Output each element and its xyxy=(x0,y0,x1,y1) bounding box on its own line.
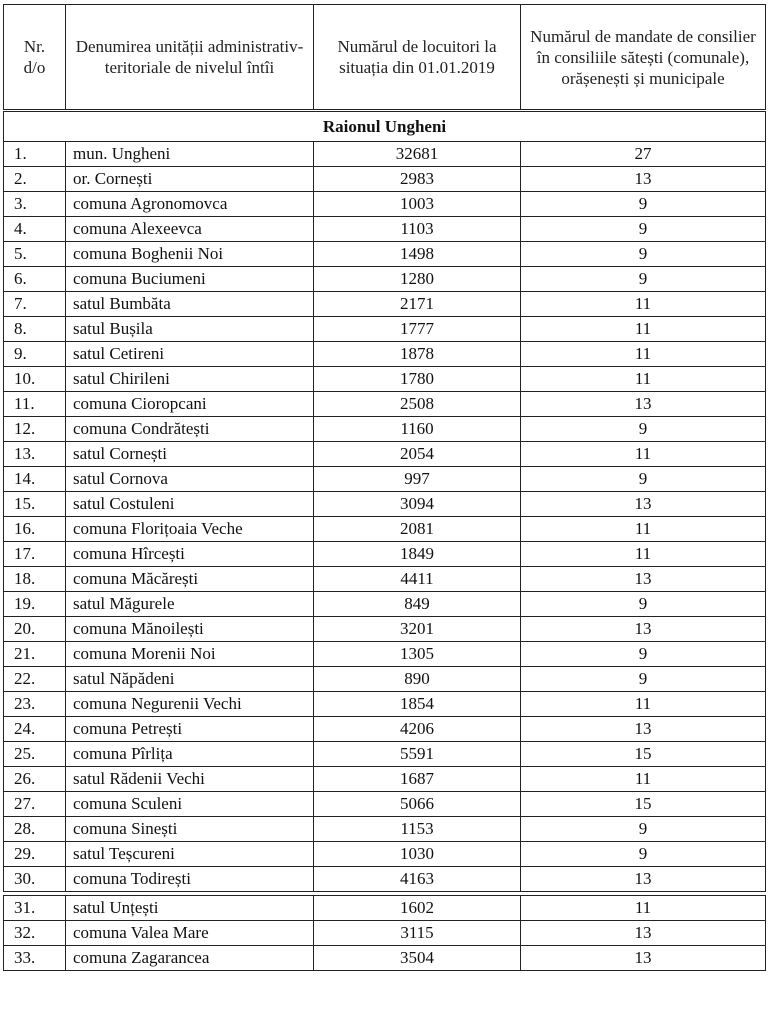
table-row xyxy=(4,517,766,542)
population-value: 1687 xyxy=(314,767,521,792)
table-row xyxy=(4,367,766,392)
unit-name: comuna Agronomovca xyxy=(66,192,314,217)
population-value: 32681 xyxy=(314,142,521,167)
table-row xyxy=(4,542,766,567)
unit-name: satul Teșcureni xyxy=(66,842,314,867)
table-row xyxy=(4,767,766,792)
row-number: 32. xyxy=(4,921,66,946)
mandates-value: 13 xyxy=(521,167,766,192)
table-row xyxy=(4,242,766,267)
region-title: Raionul Ungheni xyxy=(4,111,766,142)
population-value: 3094 xyxy=(314,492,521,517)
unit-name: satul Rădenii Vechi xyxy=(66,767,314,792)
table-row xyxy=(4,492,766,517)
mandates-value: 15 xyxy=(521,742,766,767)
mandates-value: 15 xyxy=(521,792,766,817)
unit-name: satul Costuleni xyxy=(66,492,314,517)
row-number: 26. xyxy=(4,767,66,792)
row-number: 33. xyxy=(4,946,66,971)
population-value: 1498 xyxy=(314,242,521,267)
mandates-value: 9 xyxy=(521,642,766,667)
unit-name: comuna Sculeni xyxy=(66,792,314,817)
unit-name: satul Bumbăta xyxy=(66,292,314,317)
population-value: 5591 xyxy=(314,742,521,767)
mandates-value: 13 xyxy=(521,392,766,417)
row-number: 27. xyxy=(4,792,66,817)
mandates-value: 9 xyxy=(521,242,766,267)
row-number: 13. xyxy=(4,442,66,467)
table-row xyxy=(4,442,766,467)
table-row xyxy=(4,142,766,167)
mandates-value: 9 xyxy=(521,817,766,842)
header-mandates-label: Numărul de mandate de consilier în consiliile sătești (comunale), orășenești și municipale xyxy=(530,26,756,88)
mandates-value: 13 xyxy=(521,921,766,946)
table-row xyxy=(4,267,766,292)
table-row xyxy=(4,792,766,817)
population-value: 2508 xyxy=(314,392,521,417)
mandates-value: 11 xyxy=(521,317,766,342)
mandates-value: 13 xyxy=(521,492,766,517)
region-row xyxy=(4,111,766,142)
row-number: 11. xyxy=(4,392,66,417)
row-number: 18. xyxy=(4,567,66,592)
row-number: 29. xyxy=(4,842,66,867)
mandates-value: 27 xyxy=(521,142,766,167)
table-row xyxy=(4,467,766,492)
row-number: 25. xyxy=(4,742,66,767)
row-number: 8. xyxy=(4,317,66,342)
header-population-label: Numărul de locuitori la situația din 01.01.2019 xyxy=(337,37,497,77)
mandates-value: 11 xyxy=(521,517,766,542)
mandates-value: 9 xyxy=(521,592,766,617)
table-row xyxy=(4,921,766,946)
unit-name: satul Cornova xyxy=(66,467,314,492)
header-mandates xyxy=(521,5,766,111)
unit-name: comuna Morenii Noi xyxy=(66,642,314,667)
unit-name: satul Bușila xyxy=(66,317,314,342)
row-number: 1. xyxy=(4,142,66,167)
table-row xyxy=(4,642,766,667)
header-name xyxy=(66,5,314,111)
population-value: 849 xyxy=(314,592,521,617)
population-value: 3504 xyxy=(314,946,521,971)
row-number: 15. xyxy=(4,492,66,517)
population-value: 2983 xyxy=(314,167,521,192)
row-number: 2. xyxy=(4,167,66,192)
table-row xyxy=(4,867,766,892)
unit-name: comuna Petrești xyxy=(66,717,314,742)
unit-name: comuna Florițoaia Veche xyxy=(66,517,314,542)
table-row xyxy=(4,842,766,867)
mandates-value: 9 xyxy=(521,667,766,692)
table-row xyxy=(4,217,766,242)
mandates-value: 11 xyxy=(521,367,766,392)
unit-name: comuna Negurenii Vechi xyxy=(66,692,314,717)
row-number: 9. xyxy=(4,342,66,367)
unit-name: or. Cornești xyxy=(66,167,314,192)
mandates-value: 9 xyxy=(521,192,766,217)
mandates-value: 11 xyxy=(521,542,766,567)
unit-name: comuna Boghenii Noi xyxy=(66,242,314,267)
unit-name: comuna Mănoilești xyxy=(66,617,314,642)
row-number: 22. xyxy=(4,667,66,692)
unit-name: comuna Măcărești xyxy=(66,567,314,592)
mandates-value: 9 xyxy=(521,267,766,292)
unit-name: comuna Hîrcești xyxy=(66,542,314,567)
row-number: 5. xyxy=(4,242,66,267)
row-number: 28. xyxy=(4,817,66,842)
table-row xyxy=(4,946,766,971)
table-row xyxy=(4,317,766,342)
population-value: 4206 xyxy=(314,717,521,742)
row-number: 4. xyxy=(4,217,66,242)
row-number: 31. xyxy=(4,896,66,921)
table-row xyxy=(4,817,766,842)
population-value: 2054 xyxy=(314,442,521,467)
row-number: 21. xyxy=(4,642,66,667)
header-row xyxy=(4,5,766,111)
row-number: 16. xyxy=(4,517,66,542)
population-value: 5066 xyxy=(314,792,521,817)
header-population xyxy=(314,5,521,111)
population-value: 4163 xyxy=(314,867,521,892)
population-value: 1280 xyxy=(314,267,521,292)
table-row xyxy=(4,192,766,217)
population-value: 3115 xyxy=(314,921,521,946)
header-nr-label: Nr. d/o xyxy=(23,37,46,77)
mandates-value: 9 xyxy=(521,417,766,442)
population-value: 1854 xyxy=(314,692,521,717)
unit-name: comuna Todirești xyxy=(66,867,314,892)
table-row xyxy=(4,667,766,692)
unit-name: comuna Alexeevca xyxy=(66,217,314,242)
row-number: 7. xyxy=(4,292,66,317)
unit-name: comuna Pîrlița xyxy=(66,742,314,767)
population-value: 1003 xyxy=(314,192,521,217)
row-number: 24. xyxy=(4,717,66,742)
population-value: 1777 xyxy=(314,317,521,342)
population-value: 1780 xyxy=(314,367,521,392)
mandates-value: 11 xyxy=(521,292,766,317)
row-number: 30. xyxy=(4,867,66,892)
header-name-label: Denumirea unității administrativ-teritoriale de nivelul întîi xyxy=(75,37,304,77)
header-nr xyxy=(4,5,66,111)
mandates-value: 11 xyxy=(521,442,766,467)
mandates-value: 11 xyxy=(521,767,766,792)
table-row xyxy=(4,567,766,592)
table-row xyxy=(4,417,766,442)
table-row xyxy=(4,742,766,767)
row-number: 20. xyxy=(4,617,66,642)
unit-name: comuna Valea Mare xyxy=(66,921,314,946)
mandates-value: 11 xyxy=(521,692,766,717)
table-row xyxy=(4,392,766,417)
unit-name: mun. Ungheni xyxy=(66,142,314,167)
population-value: 2081 xyxy=(314,517,521,542)
unit-name: comuna Cioropcani xyxy=(66,392,314,417)
population-value: 1160 xyxy=(314,417,521,442)
table-row xyxy=(4,167,766,192)
population-value: 1305 xyxy=(314,642,521,667)
population-value: 4411 xyxy=(314,567,521,592)
population-value: 1878 xyxy=(314,342,521,367)
table-row xyxy=(4,617,766,642)
population-value: 2171 xyxy=(314,292,521,317)
mandates-value: 11 xyxy=(521,342,766,367)
mandates-value: 13 xyxy=(521,617,766,642)
population-value: 997 xyxy=(314,467,521,492)
mandates-table xyxy=(3,4,766,971)
table-row xyxy=(4,717,766,742)
unit-name: satul Cetireni xyxy=(66,342,314,367)
row-number: 23. xyxy=(4,692,66,717)
mandates-value: 9 xyxy=(521,842,766,867)
table-row xyxy=(4,692,766,717)
unit-name: satul Unțești xyxy=(66,896,314,921)
unit-name: comuna Sinești xyxy=(66,817,314,842)
row-number: 12. xyxy=(4,417,66,442)
unit-name: satul Măgurele xyxy=(66,592,314,617)
table-row xyxy=(4,342,766,367)
mandates-value: 11 xyxy=(521,896,766,921)
table-row xyxy=(4,896,766,921)
population-value: 1030 xyxy=(314,842,521,867)
unit-name: satul Năpădeni xyxy=(66,667,314,692)
unit-name: comuna Condrătești xyxy=(66,417,314,442)
population-value: 1153 xyxy=(314,817,521,842)
mandates-value: 13 xyxy=(521,567,766,592)
mandates-value: 13 xyxy=(521,867,766,892)
mandates-value: 13 xyxy=(521,717,766,742)
table-row xyxy=(4,292,766,317)
unit-name: comuna Buciumeni xyxy=(66,267,314,292)
row-number: 19. xyxy=(4,592,66,617)
population-value: 1103 xyxy=(314,217,521,242)
unit-name: comuna Zagarancea xyxy=(66,946,314,971)
unit-name: satul Cornești xyxy=(66,442,314,467)
population-value: 1602 xyxy=(314,896,521,921)
population-value: 1849 xyxy=(314,542,521,567)
population-value: 890 xyxy=(314,667,521,692)
mandates-value: 9 xyxy=(521,217,766,242)
row-number: 6. xyxy=(4,267,66,292)
row-number: 10. xyxy=(4,367,66,392)
table-row xyxy=(4,592,766,617)
mandates-value: 9 xyxy=(521,467,766,492)
unit-name: satul Chirileni xyxy=(66,367,314,392)
population-value: 3201 xyxy=(314,617,521,642)
row-number: 3. xyxy=(4,192,66,217)
row-number: 14. xyxy=(4,467,66,492)
mandates-value: 13 xyxy=(521,946,766,971)
row-number: 17. xyxy=(4,542,66,567)
